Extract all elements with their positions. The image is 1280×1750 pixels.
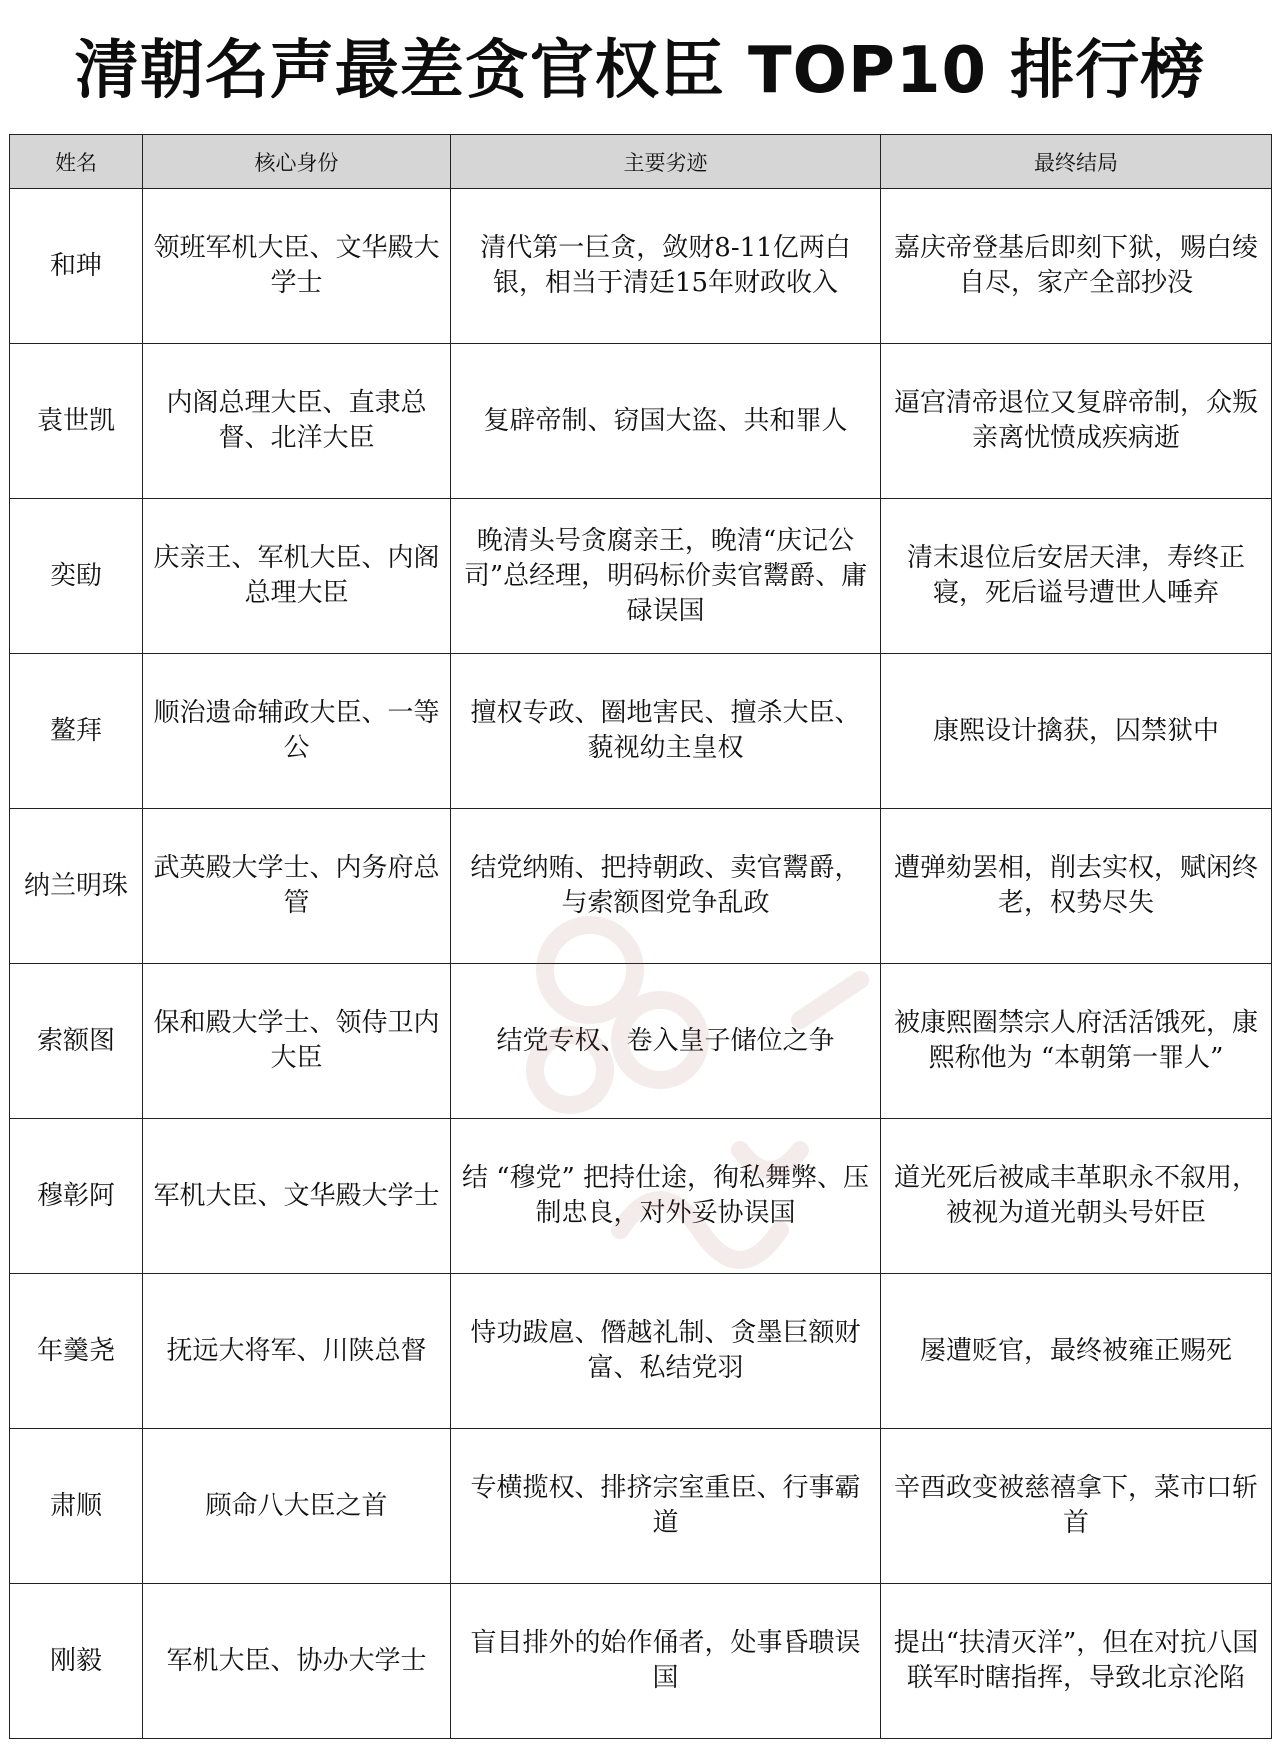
header-outcome: 最终结局	[881, 135, 1272, 189]
cell-outcome: 屡遭贬官，最终被雍正赐死	[881, 1274, 1272, 1429]
cell-identity: 内阁总理大臣、直隶总督、北洋大臣	[143, 344, 451, 499]
cell-name: 鳌拜	[10, 654, 143, 809]
cell-misdeeds: 专横揽权、排挤宗室重臣、行事霸道	[451, 1429, 881, 1584]
cell-misdeeds: 擅权专政、圈地害民、擅杀大臣、藐视幼主皇权	[451, 654, 881, 809]
table-row	[10, 344, 1272, 499]
cell-name: 奕劻	[10, 499, 143, 654]
cell-misdeeds: 清代第一巨贪，敛财8-11亿两白银，相当于清廷15年财政收入	[451, 189, 881, 344]
cell-identity: 保和殿大学士、领侍卫内大臣	[143, 964, 451, 1119]
title-bar	[0, 0, 1280, 130]
cell-misdeeds: 结党纳贿、把持朝政、卖官鬻爵，与索额图党争乱政	[451, 809, 881, 964]
table-row	[10, 499, 1272, 654]
table-row	[10, 189, 1272, 344]
table-row	[10, 1429, 1272, 1584]
table-row	[10, 1119, 1272, 1274]
cell-misdeeds: 复辟帝制、窃国大盗、共和罪人	[451, 344, 881, 499]
cell-outcome: 提出“扶清灭洋”，但在对抗八国联军时瞎指挥，导致北京沦陷	[881, 1584, 1272, 1739]
cell-identity: 顾命八大臣之首	[143, 1429, 451, 1584]
header-misdeeds: 主要劣迹	[451, 135, 881, 189]
header-name: 姓名	[10, 135, 143, 189]
cell-outcome: 辛酉政变被慈禧拿下，菜市口斩首	[881, 1429, 1272, 1584]
cell-name: 和珅	[10, 189, 143, 344]
cell-misdeeds: 恃功跋扈、僭越礼制、贪墨巨额财富、私结党羽	[451, 1274, 881, 1429]
cell-misdeeds: 结党专权、卷入皇子储位之争	[451, 964, 881, 1119]
table-row	[10, 1584, 1272, 1739]
cell-identity: 军机大臣、文华殿大学士	[143, 1119, 451, 1274]
cell-name: 刚毅	[10, 1584, 143, 1739]
cell-identity: 抚远大将军、川陕总督	[143, 1274, 451, 1429]
cell-outcome: 逼宫清帝退位又复辟帝制，众叛亲离忧愤成疾病逝	[881, 344, 1272, 499]
table-row	[10, 1274, 1272, 1429]
cell-outcome: 遭弹劾罢相，削去实权，赋闲终老，权势尽失	[881, 809, 1272, 964]
table-row	[10, 809, 1272, 964]
cell-name: 年羹尧	[10, 1274, 143, 1429]
ranking-table	[9, 134, 1272, 1739]
cell-name: 肃顺	[10, 1429, 143, 1584]
cell-misdeeds: 晚清头号贪腐亲王，晚清“庆记公司”总经理，明码标价卖官鬻爵、庸碌误国	[451, 499, 881, 654]
cell-identity: 武英殿大学士、内务府总管	[143, 809, 451, 964]
cell-outcome: 道光死后被咸丰革职永不叙用，被视为道光朝头号奸臣	[881, 1119, 1272, 1274]
table-row	[10, 654, 1272, 809]
cell-identity: 领班军机大臣、文华殿大学士	[143, 189, 451, 344]
table-header-row	[10, 135, 1272, 189]
header-identity: 核心身份	[143, 135, 451, 189]
cell-name: 袁世凯	[10, 344, 143, 499]
cell-outcome: 嘉庆帝登基后即刻下狱，赐白绫自尽，家产全部抄没	[881, 189, 1272, 344]
page-title: 清朝名声最差贪官权臣 TOP10 排行榜	[74, 34, 1206, 108]
cell-outcome: 清末退位后安居天津，寿终正寝，死后谥号遭世人唾弃	[881, 499, 1272, 654]
cell-name: 索额图	[10, 964, 143, 1119]
table-row	[10, 964, 1272, 1119]
cell-name: 穆彰阿	[10, 1119, 143, 1274]
cell-outcome: 被康熙圈禁宗人府活活饿死，康熙称他为 “本朝第一罪人”	[881, 964, 1272, 1119]
cell-name: 纳兰明珠	[10, 809, 143, 964]
cell-outcome: 康熙设计擒获，囚禁狱中	[881, 654, 1272, 809]
cell-misdeeds: 盲目排外的始作俑者，处事昏聩误国	[451, 1584, 881, 1739]
cell-identity: 军机大臣、协办大学士	[143, 1584, 451, 1739]
cell-identity: 庆亲王、军机大臣、内阁总理大臣	[143, 499, 451, 654]
cell-misdeeds: 结 “穆党” 把持仕途，徇私舞弊、压制忠良，对外妥协误国	[451, 1119, 881, 1274]
cell-identity: 顺治遗命辅政大臣、一等公	[143, 654, 451, 809]
